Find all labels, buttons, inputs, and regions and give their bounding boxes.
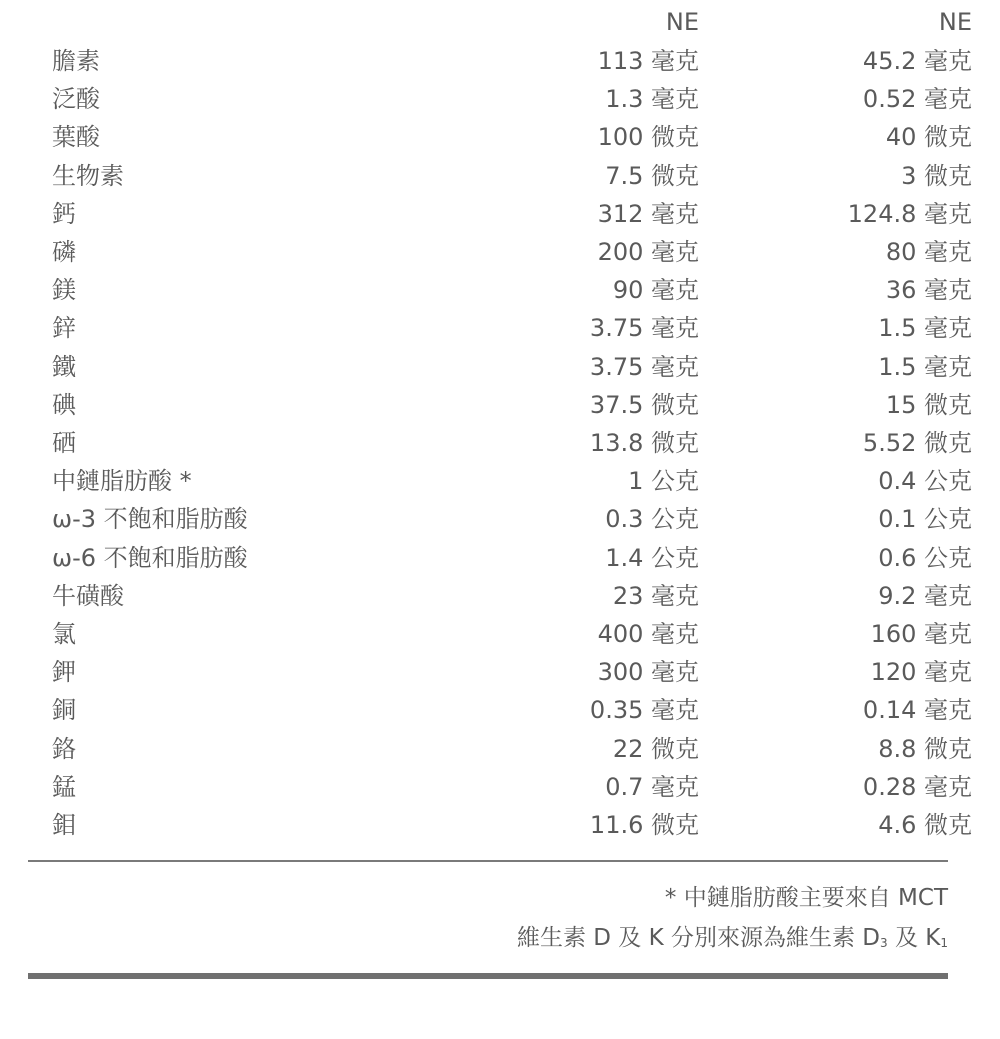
nutrient-value-col2: 15 微克 [885,390,972,419]
nutrient-value-col2: 160 毫克 [870,620,972,648]
nutrient-value-col1: 13.8 微克 [589,429,699,457]
nutrient-name: 氯 [52,620,76,648]
nutrient-value-col1: 1.4 公克 [605,543,699,572]
nutrient-value-col1: 100 微克 [597,123,699,152]
nutrient-value-col1: 1 公克 [628,467,699,496]
nutrient-value-col2: 124.8 毫克 [847,199,972,228]
table-row [0,157,1000,195]
divider [28,860,948,862]
nutrient-value-col2: 0.52 毫克 [862,85,972,114]
footnote-mct: * 中鏈脂肪酸主要來自 MCT [664,885,948,911]
nutrient-value-col1: 3.75 毫克 [589,352,699,381]
table-row [0,768,1000,806]
table-row [0,309,1000,347]
nutrient-value-col1: 0.7 毫克 [605,772,699,801]
table-row [0,348,1000,386]
table-row [0,462,1000,500]
nutrient-name: 碘 [52,390,76,419]
table-header [0,3,1000,41]
table-row [0,386,1000,424]
nutrient-value-col2: 36 毫克 [885,276,972,305]
table-row [0,118,1000,156]
nutrient-name: ω-3 不飽和脂肪酸 [52,505,248,534]
footnote-d-subscript: 3 [880,936,888,950]
nutrient-value-col2: 45.2 毫克 [862,47,972,75]
nutrient-value-col2: 0.6 公克 [878,543,972,572]
table-row [0,42,1000,80]
nutrient-name: 鉀 [52,658,76,687]
column-header-2: NE [938,8,972,36]
nutrient-value-col2: 1.5 毫克 [878,314,972,343]
nutrient-value-col1: 312 毫克 [597,199,699,228]
nutrient-name: 葉酸 [52,123,100,152]
nutrient-value-col1: 22 微克 [612,734,699,763]
table-row [0,691,1000,729]
nutrient-value-col1: 7.5 微克 [605,161,699,190]
nutrient-value-col2: 80 毫克 [885,238,972,266]
nutrient-name: 生物素 [52,161,124,190]
footnote-vitamins [517,921,948,960]
nutrient-value-col1: 200 毫克 [597,238,699,266]
nutrient-value-col2: 40 微克 [885,123,972,152]
footnote-vitamins-prefix: 維生素 D 及 K 分別來源為維生素 D [516,925,880,951]
nutrient-value-col1: 300 毫克 [597,658,699,687]
nutrient-value-col1: 1.3 毫克 [605,85,699,114]
table-row [0,80,1000,118]
nutrient-name: 鉻 [52,734,76,763]
nutrient-value-col1: 113 毫克 [597,47,699,75]
nutrient-name: 銅 [52,696,76,725]
nutrient-value-col2: 8.8 微克 [878,734,972,763]
table-row [0,577,1000,615]
table-row [0,233,1000,271]
nutrient-value-col1: 400 毫克 [597,620,699,648]
nutrient-value-col2: 0.4 公克 [878,467,972,496]
table-row [0,653,1000,691]
nutrient-name: 牛磺酸 [52,581,124,610]
nutrient-name: 錳 [52,772,76,801]
nutrient-name: 磷 [52,238,76,266]
nutrient-value-col2: 1.5 毫克 [878,352,972,381]
column-header-1: NE [665,8,699,36]
nutrient-value-col1: 0.35 毫克 [589,696,699,725]
table-row [0,539,1000,577]
nutrient-name: 中鏈脂肪酸 * [52,467,192,496]
nutrient-value-col1: 11.6 微克 [589,811,699,839]
nutrient-name: 鋅 [52,314,76,343]
nutrient-name: 泛酸 [52,85,100,114]
nutrient-name: 鈣 [52,199,76,228]
nutrient-name: ω-6 不飽和脂肪酸 [52,543,248,572]
nutrient-value-col2: 4.6 微克 [878,811,972,839]
nutrient-value-col2: 0.28 毫克 [862,772,972,801]
nutrient-name: 鐵 [52,352,76,381]
nutrient-value-col1: 37.5 微克 [589,390,699,419]
nutrient-value-col2: 0.14 毫克 [862,696,972,725]
nutrient-value-col2: 0.1 公克 [878,505,972,534]
footnote-vitamins-mid: 及 K [887,925,941,951]
table-row [0,195,1000,233]
nutrient-value-col2: 120 毫克 [870,658,972,687]
bottom-rule [28,973,948,979]
table-row [0,424,1000,462]
nutrient-value-col1: 23 毫克 [612,581,699,610]
table-row [0,730,1000,768]
nutrient-name: 硒 [52,429,76,457]
nutrient-value-col2: 9.2 毫克 [878,581,972,610]
nutrient-name: 鎂 [52,276,76,305]
footnote-k-subscript: 1 [940,936,948,950]
nutrient-value-col1: 90 毫克 [612,276,699,305]
table-row [0,615,1000,653]
nutrient-value-col1: 0.3 公克 [605,505,699,534]
nutrient-value-col1: 3.75 毫克 [589,314,699,343]
nutrient-name: 鉬 [52,811,76,839]
nutrient-name: 膽素 [52,47,100,75]
table-row [0,500,1000,538]
nutrient-value-col2: 3 微克 [901,161,972,190]
table-row [0,806,1000,844]
table-row [0,271,1000,309]
nutrient-value-col2: 5.52 微克 [862,429,972,457]
